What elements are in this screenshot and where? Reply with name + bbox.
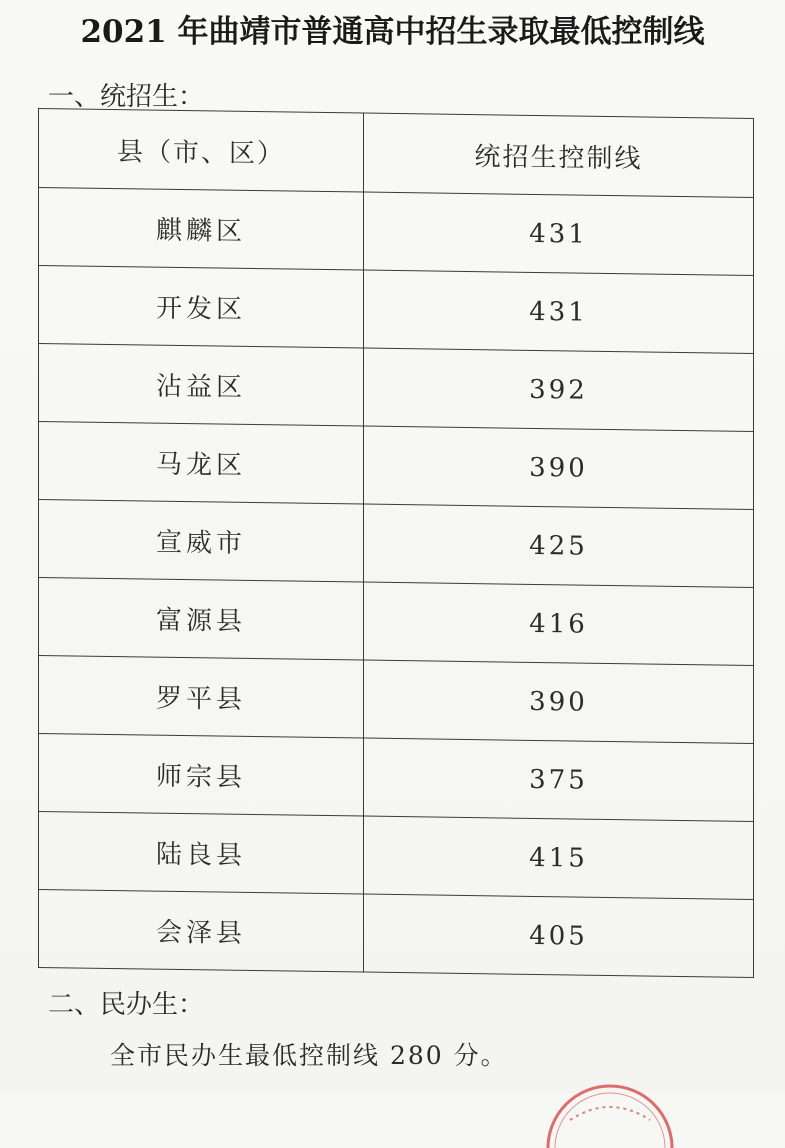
district-name: 陆良县 <box>39 812 364 895</box>
table-row <box>39 656 754 744</box>
table-row <box>39 890 754 978</box>
table-row <box>39 344 754 432</box>
score-value: 431 <box>364 270 754 353</box>
section-heading-private: 二、民办生： <box>48 990 205 1020</box>
score-value: 405 <box>364 894 754 977</box>
score-value: 415 <box>364 816 754 899</box>
table-row <box>39 266 754 354</box>
score-value: 425 <box>364 504 754 587</box>
document-title: 2021 年曲靖市普通高中招生录取最低控制线 <box>80 14 705 50</box>
district-name: 开发区 <box>39 266 364 349</box>
table-header-row <box>39 109 754 198</box>
district-name: 麒麟区 <box>39 188 364 271</box>
score-value: 431 <box>364 192 754 275</box>
district-name: 富源县 <box>39 578 364 661</box>
table-row <box>39 422 754 510</box>
score-value: 390 <box>364 660 754 743</box>
score-value: 416 <box>364 582 754 665</box>
table-row <box>39 812 754 900</box>
section-heading-unified: 一、统招生： <box>48 82 205 112</box>
table-row <box>39 578 754 666</box>
official-seal <box>540 1068 680 1148</box>
column-header-district: 县（市、区） <box>39 109 364 193</box>
district-name: 马龙区 <box>39 422 364 505</box>
column-header-score: 统招生控制线 <box>364 113 754 197</box>
private-school-note: 全市民办生最低控制线 280 分。 <box>110 1041 508 1070</box>
district-name: 师宗县 <box>39 734 364 817</box>
table-row <box>39 500 754 588</box>
district-name: 沾益区 <box>39 344 364 427</box>
district-name: 会泽县 <box>39 890 364 973</box>
score-table <box>38 108 754 978</box>
district-name: 宣威市 <box>39 500 364 583</box>
score-value: 392 <box>364 348 754 431</box>
score-value: 375 <box>364 738 754 821</box>
district-name: 罗平县 <box>39 656 364 739</box>
table-row <box>39 734 754 822</box>
score-value: 390 <box>364 426 754 509</box>
table-row <box>39 188 754 276</box>
